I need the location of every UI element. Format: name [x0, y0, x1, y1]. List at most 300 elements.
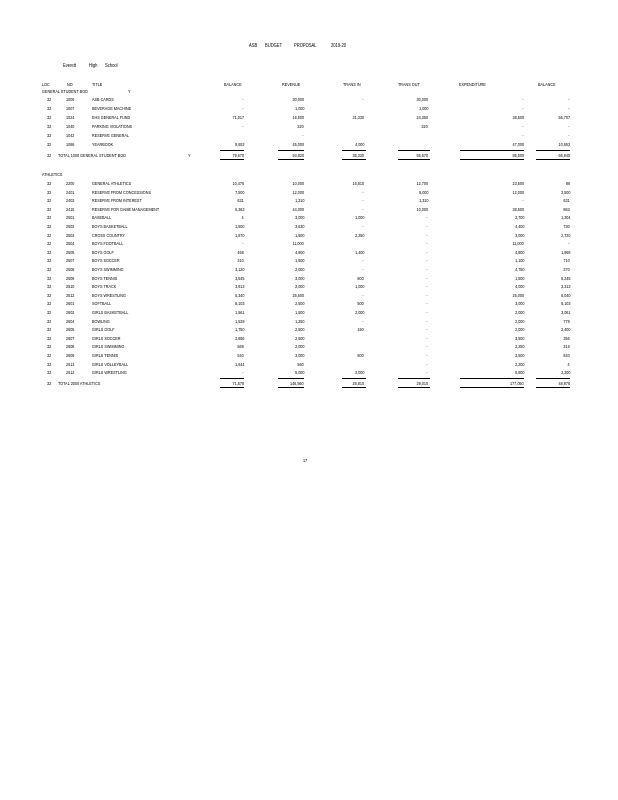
table-row: [0, 190, 618, 197]
total-rule: [342, 378, 366, 379]
cell-balance-end: 863: [563, 206, 570, 212]
cell-title: GIRLS TENNIS: [92, 353, 119, 358]
cell-trans-out: -: [426, 258, 428, 264]
table-row: [0, 241, 618, 248]
cell-loc: 32: [47, 327, 52, 333]
cell-balance-end: 710: [563, 258, 570, 264]
cell-account-no: 1007: [66, 106, 75, 111]
cell-balance-end: -: [568, 124, 570, 129]
cell-balance-end: -: [568, 133, 570, 138]
cell-expenditure: 1,100: [514, 258, 524, 264]
total-underline: [398, 387, 430, 388]
cell-balance-end: 2,500: [560, 189, 570, 195]
total-underline: [278, 159, 304, 160]
col-header-trans-in: TRANS IN: [343, 82, 361, 87]
cell-revenue: 320: [297, 124, 304, 129]
cell-trans-out: 1,310: [418, 198, 428, 204]
table-row: [0, 301, 618, 308]
cell-balance-end: 4: [567, 361, 570, 367]
table-row: [0, 319, 618, 326]
cell-expenditure: 3,000: [514, 232, 524, 238]
cell-trans-in: -: [362, 206, 364, 212]
cell-trans-in: -: [362, 267, 364, 272]
cell-trans-in: 31,330: [352, 115, 364, 120]
cell-balance: 8,653: [234, 142, 244, 147]
total-rule: [460, 378, 524, 379]
cell-trans-in: 150: [357, 327, 364, 333]
cell-trans-in: 4,000: [354, 142, 364, 147]
cell-account-no: 2601: [66, 301, 75, 307]
cell-loc: 32: [47, 181, 52, 186]
table-row: [0, 115, 618, 122]
school-word-2: High: [89, 63, 98, 69]
cell-trans-out: -: [426, 267, 428, 272]
cell-revenue: 1,000: [294, 106, 304, 111]
cell-revenue: 2,500: [294, 335, 304, 341]
col-header-trans-out: TRANS OUT: [398, 82, 420, 87]
cell-account-no: 2602: [66, 310, 75, 315]
cell-expenditure: 2,000: [514, 318, 524, 324]
cell-balance-end: -: [568, 97, 570, 102]
cell-title: BOYS BASKETBALL: [92, 224, 128, 229]
cell-title: GIRLS BASKETBALL: [92, 310, 129, 315]
cell-title: RESERVE GENERAL: [92, 133, 129, 138]
cell-title: BOYS FOOTBALL: [92, 241, 124, 247]
total-trans-in: 35,330: [352, 153, 364, 158]
cell-revenue: 5,000: [294, 370, 304, 376]
cell-expenditure: 47,000: [512, 142, 524, 147]
cell-loc: 32: [47, 232, 52, 238]
cell-trans-out: -: [426, 241, 428, 247]
cell-expenditure: -: [522, 198, 524, 204]
cell-expenditure: 2,250: [514, 344, 524, 350]
cell-loc: 32: [47, 258, 52, 264]
total-rule: [536, 378, 570, 379]
total-underline: [342, 387, 366, 388]
cell-balance: -: [242, 241, 244, 247]
cell-revenue: 45,000: [292, 142, 304, 147]
cell-account-no: 1042: [66, 133, 75, 138]
cell-loc: 32: [47, 241, 52, 247]
cell-expenditure: 4,400: [514, 224, 524, 229]
table-row: [0, 233, 618, 240]
cell-loc: 32: [47, 142, 52, 147]
cell-revenue: 2,000: [294, 284, 304, 290]
cell-balance-end: 1,968: [560, 249, 570, 255]
cell-balance: 4: [241, 215, 244, 221]
total-underline: [220, 159, 244, 160]
cell-title: CROSS COUNTRY: [92, 232, 126, 238]
cell-trans-in: -: [362, 224, 364, 229]
cell-loc: 32: [47, 115, 52, 120]
cell-balance: 10,476: [232, 181, 244, 186]
cell-loc: 32: [47, 335, 52, 341]
cell-loc: 32: [47, 106, 52, 111]
cell-title: BOYS GOLF: [92, 249, 114, 255]
cell-title: BOWLING: [92, 318, 110, 324]
cell-expenditure: 4,800: [514, 249, 524, 255]
cell-loc: 32: [47, 370, 52, 376]
cell-balance-end: -: [568, 241, 570, 247]
total-rule: [342, 150, 366, 151]
cell-title: GIRLS GOLF: [92, 327, 115, 333]
total-rule: [536, 150, 570, 151]
cell-trans-in: 800: [357, 275, 364, 281]
cell-loc: 32: [47, 249, 52, 255]
cell-account-no: 2503: [66, 232, 75, 238]
cell-revenue: 30,000: [292, 97, 304, 102]
cell-balance-end: 840: [563, 353, 570, 358]
cell-balance: 3,913: [234, 284, 244, 290]
cell-revenue: -: [302, 133, 304, 138]
cell-balance: 310: [237, 258, 244, 264]
cell-loc: 32: [47, 361, 52, 367]
cell-trans-out: -: [426, 292, 428, 298]
cell-account-no: 1066: [66, 142, 75, 147]
cell-balance-end: 730: [563, 224, 570, 229]
cell-balance: 631: [237, 198, 244, 204]
cell-expenditure: 2,700: [514, 215, 524, 221]
cell-account-no: 2508: [66, 267, 75, 272]
total-balance-end: 48,978: [558, 381, 570, 386]
total-loc: 32: [47, 153, 52, 158]
total-underline: [278, 387, 304, 388]
cell-title: BOYS SWIMMING: [92, 267, 124, 272]
cell-expenditure: 3,500: [514, 353, 524, 358]
cell-revenue: 2,000: [294, 344, 304, 350]
cell-revenue: 10,000: [292, 181, 304, 186]
cell-loc: 32: [47, 189, 52, 195]
cell-title: BEVERAGE MACHINE: [92, 106, 132, 111]
cell-revenue: 2,000: [294, 267, 304, 272]
cell-title: ASB CARDS: [92, 97, 114, 102]
cell-loc: 32: [47, 353, 52, 358]
cell-account-no: 2501: [66, 215, 75, 221]
cell-title: RESERVE FROM INTEREST: [92, 198, 142, 204]
cell-expenditure: 1,500: [514, 275, 524, 281]
cell-balance: -: [242, 124, 244, 129]
cell-trans-out: 12,700: [416, 181, 428, 186]
cell-expenditure: 3,000: [514, 301, 524, 307]
cell-expenditure: 38,500: [512, 115, 524, 120]
cell-revenue: 4,900: [294, 249, 304, 255]
cell-revenue: 3,000: [294, 275, 304, 281]
cell-balance-end: 3,313: [560, 284, 570, 290]
title-word-budget: BUDGET: [265, 43, 283, 49]
cell-loc: 32: [47, 97, 52, 102]
cell-revenue: 1,250: [294, 318, 304, 324]
cell-trans-out: -: [426, 310, 428, 315]
cell-balance-end: 86: [565, 181, 570, 186]
section-label-general: GENERAL STUDENT BOD: [42, 89, 88, 94]
col-header-balance-end: BALANCE: [538, 82, 556, 87]
cell-balance-end: 2,200: [560, 370, 570, 376]
cell-loc: 32: [47, 124, 52, 129]
cell-account-no: 2415: [66, 206, 75, 212]
cell-expenditure: -: [522, 97, 524, 102]
cell-revenue: 3,000: [294, 215, 304, 221]
table-row: [0, 142, 618, 149]
cell-loc: 32: [47, 198, 52, 204]
table-row: [0, 124, 618, 131]
cell-expenditure: 3,500: [514, 335, 524, 341]
cell-balance-end: 10,653: [558, 142, 570, 147]
cell-title: GENERAL ATHLETICS: [92, 181, 132, 186]
cell-trans-in: -: [362, 292, 364, 298]
cell-revenue: 1,500: [294, 232, 304, 238]
total-rule: [220, 150, 244, 151]
cell-revenue: 12,000: [292, 189, 304, 195]
cell-loc: 32: [47, 267, 52, 272]
cell-account-no: 2502: [66, 224, 75, 229]
cell-title: BOYS TENNIS: [92, 275, 118, 281]
cell-expenditure: 25,000: [512, 292, 524, 298]
total-underline: [536, 159, 570, 160]
cell-revenue: 11,000: [292, 241, 304, 247]
cell-title: GIRLS SOCCER: [92, 335, 121, 341]
cell-trans-out: -: [426, 284, 428, 290]
col-header-title: TITLE: [92, 82, 103, 87]
cell-trans-out: -: [426, 224, 428, 229]
cell-loc: 32: [47, 215, 52, 221]
cell-account-no: 2512: [66, 292, 75, 298]
table-row: [0, 293, 618, 300]
total-label: TOTAL 1000 GENERAL STUDENT BOD: [58, 153, 126, 158]
cell-balance-end: 779: [563, 318, 570, 324]
cell-balance: 1,870: [234, 232, 244, 238]
cell-trans-out: -: [426, 275, 428, 281]
section-label-general-y: Y: [128, 89, 131, 94]
cell-expenditure: 4,750: [514, 267, 524, 272]
cell-title: BOYS WRESTLING: [92, 292, 126, 298]
total-rule: [220, 378, 244, 379]
cell-revenue: 2,500: [294, 301, 304, 307]
athletics-total-row: [0, 381, 618, 388]
cell-title: EHS GENERAL FUND: [92, 115, 131, 120]
table-row: [0, 198, 618, 205]
total-rule: [278, 150, 304, 151]
cell-account-no: 1040: [66, 124, 75, 129]
cell-balance: -: [242, 106, 244, 111]
cell-title: RESERVE FOR GAME MANAGEMENT: [92, 206, 160, 212]
total-label-y: Y: [188, 153, 191, 158]
cell-trans-in: 1,000: [354, 284, 364, 290]
total-trans-out: 29,010: [416, 381, 428, 386]
table-row: [0, 362, 618, 369]
cell-balance: -: [242, 97, 244, 102]
cell-title: GIRLS WRESTLING: [92, 370, 127, 376]
cell-balance: 3,545: [234, 275, 244, 281]
cell-trans-in: 16,810: [352, 181, 364, 186]
cell-account-no: 2604: [66, 318, 75, 324]
cell-trans-out: 1,000: [418, 106, 428, 111]
cell-balance-end: 6,245: [560, 275, 570, 281]
cell-trans-in: 800: [357, 353, 364, 358]
cell-expenditure: -: [522, 106, 524, 111]
cell-title: GIRLS SWIMMING: [92, 344, 125, 350]
total-underline: [398, 159, 430, 160]
cell-balance: 71,017: [232, 115, 244, 120]
cell-account-no: 2403: [66, 198, 75, 204]
cell-balance-end: 2,400: [560, 327, 570, 333]
cell-revenue: 2,500: [294, 327, 304, 333]
total-balance: 79,670: [232, 153, 244, 158]
cell-expenditure: -: [522, 124, 524, 129]
cell-balance-end: 6,040: [560, 292, 570, 298]
cell-balance: 1,561: [234, 310, 244, 315]
col-header-expenditure: EXPENDITURE: [459, 82, 486, 87]
cell-title: SOFTBALL: [92, 301, 112, 307]
cell-balance: 1,750: [234, 327, 244, 333]
cell-expenditure: 4,000: [514, 284, 524, 290]
cell-expenditure: 2,000: [514, 310, 524, 315]
table-row: [0, 97, 618, 104]
cell-expenditure: 38,500: [512, 206, 524, 212]
cell-loc: 32: [47, 133, 52, 138]
cell-balance-end: 631: [563, 198, 570, 204]
table-row: [0, 133, 618, 140]
cell-title: GIRLS VOLLEYBALL: [92, 361, 129, 367]
total-loc: 32: [47, 381, 52, 386]
table-row: [0, 258, 618, 265]
table-row: [0, 267, 618, 274]
total-balance-end: 66,940: [558, 153, 570, 158]
table-row: [0, 224, 618, 231]
cell-title: PARKING VIOLATIONS: [92, 124, 133, 129]
total-label: TOTAL 2000 ATHLETICS: [58, 381, 101, 386]
total-rule: [278, 378, 304, 379]
cell-account-no: 2200: [66, 181, 75, 186]
cell-trans-out: -: [426, 344, 428, 350]
cell-balance: 1,529: [234, 318, 244, 324]
table-row: [0, 353, 618, 360]
total-rule: [398, 378, 430, 379]
cell-account-no: 2605: [66, 327, 75, 333]
cell-account-no: 2504: [66, 241, 75, 247]
cell-balance-end: -: [568, 106, 570, 111]
table-row: [0, 250, 618, 257]
cell-account-no: 2613: [66, 361, 75, 367]
cell-balance: 540: [237, 353, 244, 358]
cell-balance-end: 8,103: [560, 301, 570, 307]
cell-trans-in: 500: [357, 301, 364, 307]
table-row: [0, 215, 618, 222]
cell-expenditure: 12,000: [512, 189, 524, 195]
total-underline: [342, 159, 366, 160]
cell-balance-end: 1,304: [560, 215, 570, 221]
cell-trans-out: -: [426, 232, 428, 238]
total-underline: [460, 159, 524, 160]
cell-expenditure: 2,200: [514, 361, 524, 367]
cell-account-no: 2609: [66, 353, 75, 358]
cell-expenditure: 6,800: [514, 370, 524, 376]
table-row: [0, 106, 618, 113]
total-underline: [536, 387, 570, 388]
cell-trans-in: 2,000: [354, 310, 364, 315]
cell-balance-end: 56,707: [558, 115, 570, 120]
cell-loc: 32: [47, 284, 52, 290]
cell-trans-out: 10,000: [416, 206, 428, 212]
school-word-1: Everett: [63, 63, 76, 69]
cell-revenue: 16,500: [292, 115, 304, 120]
cell-title: YEARBOOK: [92, 142, 114, 147]
cell-account-no: 2505: [66, 249, 75, 255]
total-trans-out: 55,670: [416, 153, 428, 158]
cell-trans-out: -: [426, 353, 428, 358]
cell-trans-out: 320: [421, 124, 428, 129]
table-row: [0, 370, 618, 377]
cell-balance: 8,103: [234, 301, 244, 307]
cell-revenue: 3,000: [294, 353, 304, 358]
cell-expenditure: 2,000: [514, 327, 524, 333]
cell-trans-out: -: [426, 361, 428, 367]
table-row: [0, 336, 618, 343]
cell-loc: 32: [47, 275, 52, 281]
section-label-athletics: ATHLETICS: [42, 172, 63, 177]
cell-trans-in: 2,000: [354, 370, 364, 376]
table-row: [0, 344, 618, 351]
cell-balance: 569: [237, 344, 244, 350]
cell-revenue: 560: [297, 361, 304, 367]
cell-revenue: 44,000: [292, 206, 304, 212]
page-number: 17: [303, 458, 308, 463]
total-revenue: 93,820: [292, 153, 304, 158]
table-row: [0, 284, 618, 291]
cell-balance: 3,120: [234, 267, 244, 272]
title-word-asb: ASB: [249, 43, 258, 49]
total-rule: [460, 150, 524, 151]
cell-trans-out: -: [426, 327, 428, 333]
cell-account-no: 1006: [66, 97, 75, 102]
cell-title: RESERVE FROM CONCESSIONS: [92, 189, 151, 195]
cell-balance-end: 356: [563, 335, 570, 341]
cell-loc: 32: [47, 344, 52, 350]
cell-trans-in: -: [362, 198, 364, 204]
col-header-loc: LOC: [42, 82, 50, 87]
cell-account-no: 2401: [66, 189, 75, 195]
table-row: [0, 310, 618, 317]
cell-account-no: 2607: [66, 335, 75, 341]
cell-loc: 32: [47, 301, 52, 307]
title-year: 2019-20: [331, 43, 347, 49]
cell-trans-out: -: [426, 301, 428, 307]
cell-balance: 5,340: [234, 292, 244, 298]
cell-trans-out: 30,000: [416, 97, 428, 102]
cell-loc: 32: [47, 318, 52, 324]
cell-trans-in: -: [362, 318, 364, 324]
cell-loc: 32: [47, 292, 52, 298]
cell-revenue: 1,500: [294, 310, 304, 315]
total-underline: [460, 387, 524, 388]
cell-account-no: 2608: [66, 344, 75, 350]
cell-account-no: 2509: [66, 275, 75, 281]
cell-title: BOYS TRACK: [92, 284, 117, 290]
cell-title: BOYS SOCCER: [92, 258, 120, 264]
table-row: [0, 327, 618, 334]
cell-trans-out: 5,000: [418, 189, 428, 195]
cell-trans-out: -: [426, 370, 428, 376]
cell-balance-end: 319: [563, 344, 570, 350]
cell-account-no: 2612: [66, 370, 75, 376]
total-underline: [220, 387, 244, 388]
cell-revenue: 25,500: [292, 292, 304, 298]
general-total-row: [0, 153, 618, 160]
cell-loc: 32: [47, 224, 52, 229]
cell-balance: 2,856: [234, 335, 244, 341]
total-expenditure: 85,500: [512, 153, 524, 158]
title-word-proposal: PROPOSAL: [294, 43, 317, 49]
cell-trans-in: -: [362, 189, 364, 195]
